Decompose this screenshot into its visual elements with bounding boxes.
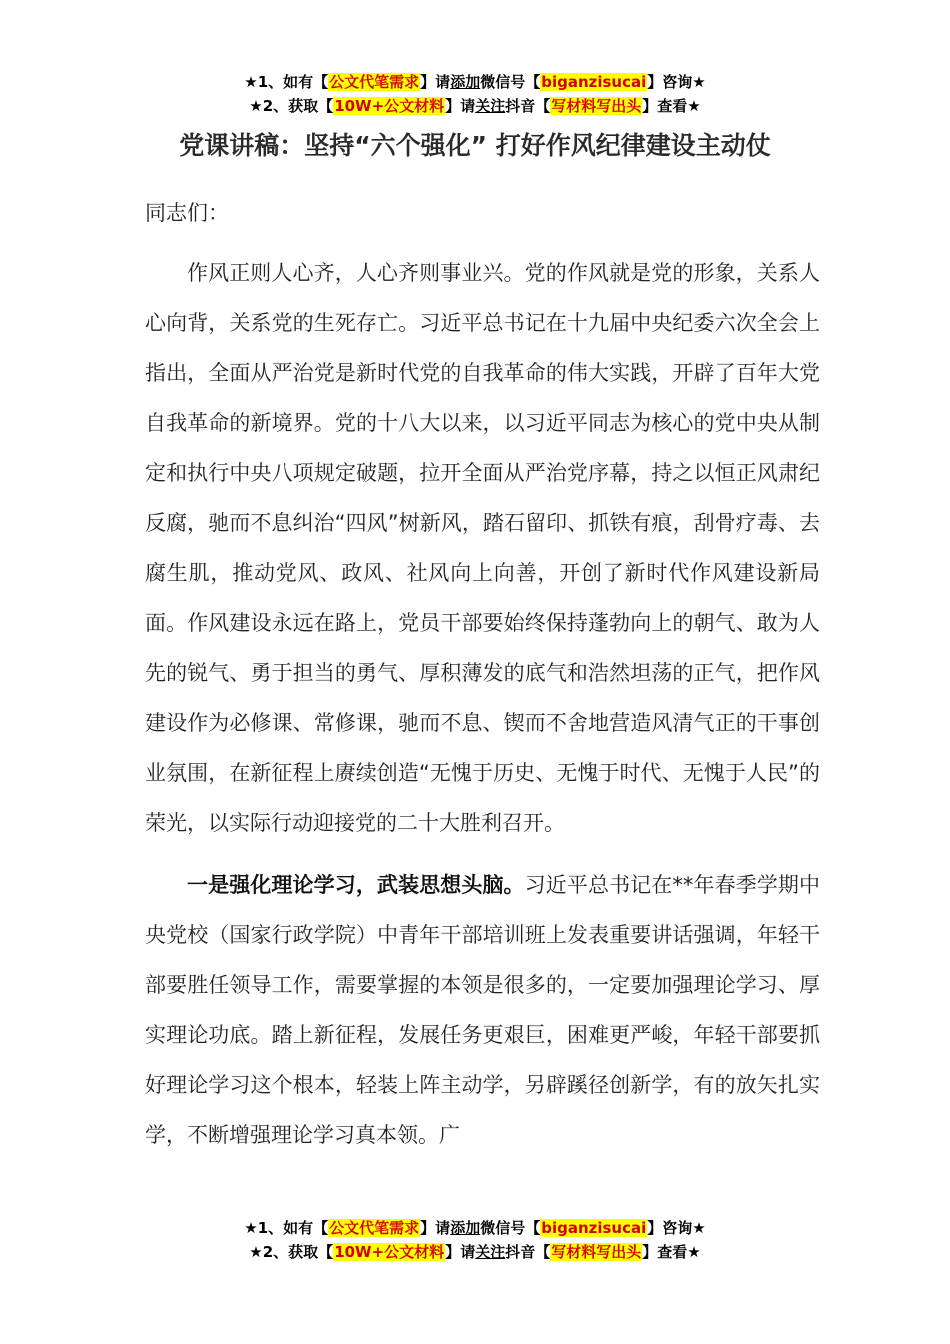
promo-text: 微信号【 (480, 73, 541, 91)
document-title: 党课讲稿：坚持“六个强化” 打好作风纪律建设主动仗 (179, 131, 771, 160)
document-body (145, 188, 820, 1160)
promo-text: 抖音【 (505, 97, 551, 115)
promo-text: ★1、如有【 (244, 1219, 329, 1237)
promo-text: 】查看★ (642, 97, 701, 115)
promo-underlined: 添加 (450, 1219, 481, 1237)
promo-highlight: 10W+公文材料 (334, 1243, 445, 1261)
promo-text: 】咨询★ (647, 1219, 706, 1237)
promo-text: ★2、获取【 (249, 97, 334, 115)
promo-line-1 (0, 1216, 950, 1240)
promo-text: 】请 (420, 73, 451, 91)
promo-underlined: 关注 (475, 97, 506, 115)
promo-highlight: biganzisucai (541, 73, 647, 91)
promo-highlight: 10W+公文材料 (334, 97, 445, 115)
promo-line-2 (0, 94, 950, 118)
promo-text: 】请 (445, 1243, 476, 1261)
promo-highlight: 公文代笔需求 (329, 73, 420, 91)
promo-text: 】请 (445, 97, 476, 115)
promo-text: 抖音【 (505, 1243, 551, 1261)
section-body: 习近平总书记在**年春季学期中央党校（国家行政学院）中青年干部培训班上发表重要讲话强调，年轻干部要胜任领导工作，需要掌握的本领是很多的，一定要加强理论学习、厚实理论功底。踏上新征程，发展任务更艰巨，困难更严峻，年轻干部要抓好理论学习这个根本，轻装上阵主动学，另辟蹊径创新学，有的放矢扎实学，不断增强理论学习真本领。广 (145, 873, 821, 1147)
paragraph-section-1 (145, 860, 820, 1160)
promo-underlined: 关注 (475, 1243, 506, 1261)
promo-text: 微信号【 (480, 1219, 541, 1237)
promo-highlight: 公文代笔需求 (329, 1219, 420, 1237)
promo-underlined: 添加 (450, 73, 481, 91)
bottom-promo-banner (0, 1216, 950, 1264)
top-promo-banner (0, 70, 950, 118)
promo-text: 】查看★ (642, 1243, 701, 1261)
promo-line-1 (0, 70, 950, 94)
paragraph-intro: 作风正则人心齐，人心齐则事业兴。党的作风就是党的形象，关系人心向背，关系党的生死存亡。习近平总书记在十九届中央纪委六次全会上指出，全面从严治党是新时代党的自我革命的伟大实践，开辟了百年大党自我革命的新境界。党的十八大以来，以习近平同志为核心的党中央从制定和执行中央八项规定破题，拉开全面从严治党序幕，持之以恒正风肃纪反腐，驰而不息纠治“四风”树新风，踏石留印、抓铁有痕，刮骨疗毒、去腐生肌，推动党风、政风、社风向上向善，开创了新时代作风建设新局面。作风建设永远在路上，党员干部要始终保持蓬勃向上的朝气、敢为人先的锐气、勇于担当的勇气、厚积薄发的底气和浩然坦荡的正气，把作风建设作为必修课、常修课，驰而不息、锲而不舍地营造风清气正的干事创业氛围，在新征程上赓续创造“无愧于历史、无愧于时代、无愧于人民”的荣光，以实际行动迎接党的二十大胜利召开。 (145, 261, 820, 835)
promo-highlight: 写材料写出头 (551, 97, 642, 115)
section-lead: 一是强化理论学习，武装思想头脑。 (187, 873, 525, 897)
promo-text: 】咨询★ (647, 73, 706, 91)
promo-highlight: biganzisucai (541, 1219, 647, 1237)
promo-text: ★2、获取【 (249, 1243, 334, 1261)
greeting: 同志们： (145, 201, 229, 225)
promo-text: ★1、如有【 (244, 73, 329, 91)
promo-text: 】请 (420, 1219, 451, 1237)
promo-line-2 (0, 1240, 950, 1264)
promo-highlight: 写材料写出头 (551, 1243, 642, 1261)
